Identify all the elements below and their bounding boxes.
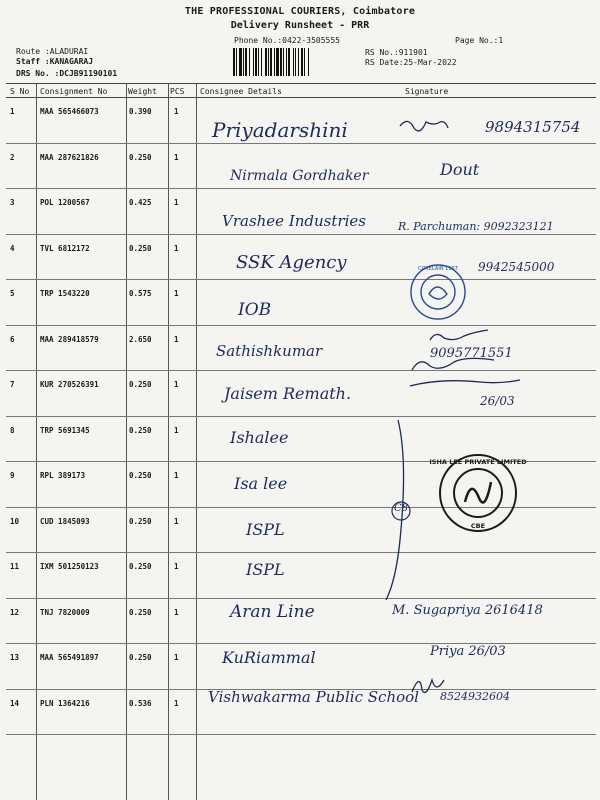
row-sno: 3 [10, 198, 15, 207]
row-weight: 0.250 [129, 562, 152, 571]
row-weight: 0.390 [129, 107, 152, 116]
col-head-sno: S No [10, 87, 30, 96]
rs-date: RS Date:25-Mar-2022 [365, 58, 457, 67]
row-sno: 5 [10, 289, 15, 298]
row-sno: 10 [10, 516, 20, 526]
handwritten-consignee: Vishwakarma Public School [208, 688, 419, 706]
row-consignment-no: RPL 389173 [40, 471, 86, 480]
handwritten-signature: 9095771551 [430, 346, 513, 361]
circled-annotation: C8 [394, 503, 409, 514]
row-sno: 13 [10, 653, 20, 662]
row-weight: 0.250 [129, 380, 152, 389]
row-weight: 0.250 [129, 152, 152, 162]
col-head-weight: Weight [128, 87, 157, 96]
row-consignment-no: TRP 5691345 [40, 425, 90, 435]
row-consignment-no: TRP 1543220 [40, 289, 90, 298]
handwritten-consignee: Priyadarshini [212, 118, 348, 142]
handwritten-consignee: KuRiammal [222, 648, 316, 667]
handwritten-signature: 26/03 [480, 394, 515, 408]
staff-label: Staff :KANAGARAJ [16, 57, 94, 66]
handwritten-consignee: Aran Line [230, 602, 315, 622]
row-weight: 0.250 [129, 516, 152, 526]
col-head-pcs: PCS [170, 87, 185, 96]
row-pcs: 1 [174, 698, 179, 708]
signature-scribble [400, 121, 448, 130]
sheet-title: Delivery Runsheet - PRR [230, 20, 370, 31]
row-sno: 2 [10, 152, 15, 162]
handwritten-consignee: ISPL [246, 520, 285, 539]
row-sno: 8 [10, 425, 15, 435]
handwritten-signature: R. Parchuman: 9092323121 [398, 220, 554, 233]
row-pcs: 1 [174, 289, 179, 298]
row-consignment-no: MAA 565491897 [40, 653, 99, 662]
signature-scribble [430, 330, 488, 340]
handwritten-signature: M. Sugapriya 2616418 [392, 603, 543, 618]
row-consignment-no: MAA 289418579 [40, 334, 99, 344]
row-sno: 9 [10, 471, 15, 480]
row-pcs: 1 [174, 243, 179, 253]
svg-text:ISHA LEE PRIVATE LIMITED: ISHA LEE PRIVATE LIMITED [429, 458, 527, 466]
handwritten-signature: 8524932604 [440, 690, 510, 703]
row-sno: 14 [10, 698, 20, 708]
signature-scribble [412, 358, 494, 370]
row-sno: 7 [10, 380, 15, 389]
row-pcs: 1 [174, 471, 179, 480]
route-label: Route :ALADURAI [16, 47, 89, 56]
row-weight: 0.536 [129, 698, 152, 708]
col-head-consignment: Consignment No [40, 87, 108, 96]
handwritten-consignee: ISPL [246, 560, 285, 579]
row-sno: 6 [10, 334, 15, 344]
row-pcs: 1 [174, 198, 179, 207]
row-sno: 1 [10, 107, 15, 116]
row-consignment-no: KUR 270526391 [40, 380, 99, 389]
row-consignment-no: IXM 501250123 [40, 562, 99, 571]
handwritten-signature: 9894315754 [485, 118, 581, 136]
page-number: Page No.:1 [455, 36, 504, 45]
row-pcs: 1 [174, 425, 179, 435]
row-weight: 0.250 [129, 471, 152, 480]
row-pcs: 1 [174, 562, 179, 571]
row-consignment-no: TVL 6812172 [40, 243, 90, 253]
drs-number: DRS No. :DCJB91190101 [16, 69, 118, 78]
row-weight: 0.425 [129, 198, 152, 207]
row-consignment-no: MAA 287621826 [40, 152, 99, 162]
company-stamp [403, 262, 473, 322]
row-sno: 12 [10, 607, 20, 617]
handwritten-consignee: Isa lee [234, 474, 288, 493]
row-pcs: 1 [174, 107, 179, 116]
row-weight: 0.575 [129, 289, 152, 298]
row-consignment-no: POL 1200567 [40, 198, 90, 207]
handwritten-signature: Dout [440, 160, 480, 179]
svg-text:COVELAIN 1967: COVELAIN 1967 [418, 266, 458, 272]
row-weight: 0.250 [129, 243, 152, 253]
col-head-consignee: Consignee Details [200, 87, 282, 96]
col-head-signature: Signature [405, 87, 449, 96]
phone-number: Phone No.:0422-3505555 [234, 36, 340, 45]
handwritten-consignee: Ishalee [230, 428, 289, 447]
signature-scribble [412, 680, 444, 692]
row-pcs: 1 [174, 380, 179, 389]
rs-number: RS No.:911901 [365, 48, 428, 57]
row-pcs: 1 [174, 653, 179, 662]
row-pcs: 1 [174, 152, 179, 162]
handwritten-consignee: Nirmala Gordhaker [230, 168, 369, 184]
handwritten-consignee: Vrashee Industries [222, 212, 366, 230]
handwritten-consignee: IOB [238, 300, 272, 320]
row-consignment-no: TNJ 7820009 [40, 607, 90, 617]
row-consignment-no: PLN 1364216 [40, 698, 90, 708]
handwritten-consignee: Sathishkumar [216, 342, 323, 360]
row-sno: 11 [10, 562, 20, 571]
svg-text:CBE: CBE [470, 522, 486, 530]
row-weight: 0.250 [129, 425, 152, 435]
row-weight: 2.650 [129, 334, 152, 344]
row-sno: 4 [10, 243, 15, 253]
row-pcs: 1 [174, 334, 179, 344]
row-weight: 0.250 [129, 653, 152, 662]
row-weight: 0.250 [129, 607, 152, 617]
company-title: THE PROFESSIONAL COURIERS, Coimbatore [184, 6, 416, 17]
handwritten-consignee: Jaisem Remath. [224, 384, 352, 403]
row-pcs: 1 [174, 607, 179, 617]
handwritten-signature: 9942545000 [478, 260, 555, 274]
row-consignment-no: CUD 1845093 [40, 516, 90, 526]
handwritten-consignee: SSK Agency [236, 252, 347, 273]
row-consignment-no: MAA 565466073 [40, 107, 99, 116]
signature-scribble [410, 380, 520, 386]
company-seal [429, 452, 527, 534]
row-pcs: 1 [174, 516, 179, 526]
handwritten-signature: Priya 26/03 [430, 644, 506, 659]
